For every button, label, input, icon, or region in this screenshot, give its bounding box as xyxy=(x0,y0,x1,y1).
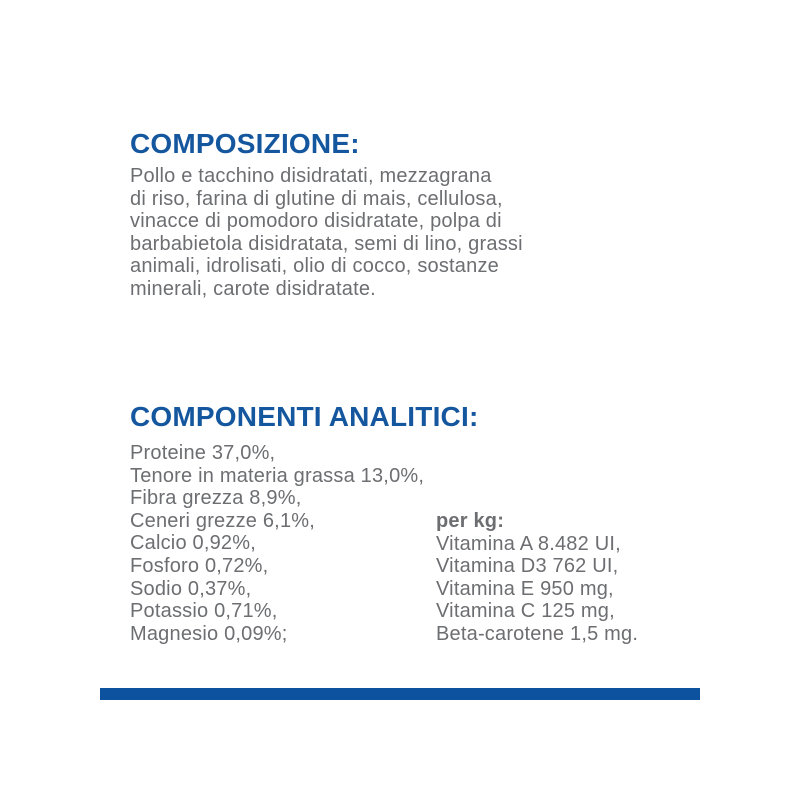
nutrient-line: Fosforo 0,72%, xyxy=(130,554,269,577)
nutrient-list xyxy=(130,442,424,645)
nutrient-line: Ceneri grezze 6,1%, xyxy=(130,509,316,532)
nutrient-line: Proteine 37,0%, xyxy=(130,442,276,464)
composition-line: minerali, carote disidratate. xyxy=(130,277,376,300)
composition-line: barbabietola disidratata, semi di lino, grassi xyxy=(130,232,523,255)
footer-accent-bar xyxy=(100,688,700,700)
nutrient-line: Potassio 0,71%, xyxy=(130,600,278,623)
nutrient-line: Calcio 0,92%, xyxy=(130,532,256,555)
composition-heading: COMPOSIZIONE: xyxy=(130,128,360,159)
vitamin-line: Vitamina D3 762 UI, xyxy=(436,555,619,578)
nutrient-line: Sodio 0,37%, xyxy=(130,577,252,600)
nutrient-line: Fibra grezza 8,9%, xyxy=(130,487,302,510)
composition-paragraph xyxy=(130,165,523,301)
nutrient-line: Tenore in materia grassa 13,0%, xyxy=(130,464,425,487)
vitamin-line: Beta-carotene 1,5 mg. xyxy=(436,622,639,645)
analytical-components-heading: COMPONENTI ANALITICI: xyxy=(130,401,479,432)
composition-line: di riso, farina di glutine di mais, cellulosa, xyxy=(130,187,503,210)
vitamin-line: Vitamina E 950 mg, xyxy=(436,577,614,600)
composition-line: Pollo e tacchino disidratati, mezzagrana xyxy=(130,165,492,187)
vitamin-line: Vitamina A 8.482 UI, xyxy=(436,532,621,555)
vitamin-line: Vitamina C 125 mg, xyxy=(436,600,615,623)
nutrient-line: Magnesio 0,09%; xyxy=(130,622,288,645)
composition-line: vinacce di pomodoro disidratate, polpa di xyxy=(130,210,502,233)
per-kg-column xyxy=(436,510,638,646)
per-kg-label: per kg: xyxy=(436,510,505,532)
composition-line: animali, idrolisati, olio di cocco, sostanze xyxy=(130,255,499,278)
